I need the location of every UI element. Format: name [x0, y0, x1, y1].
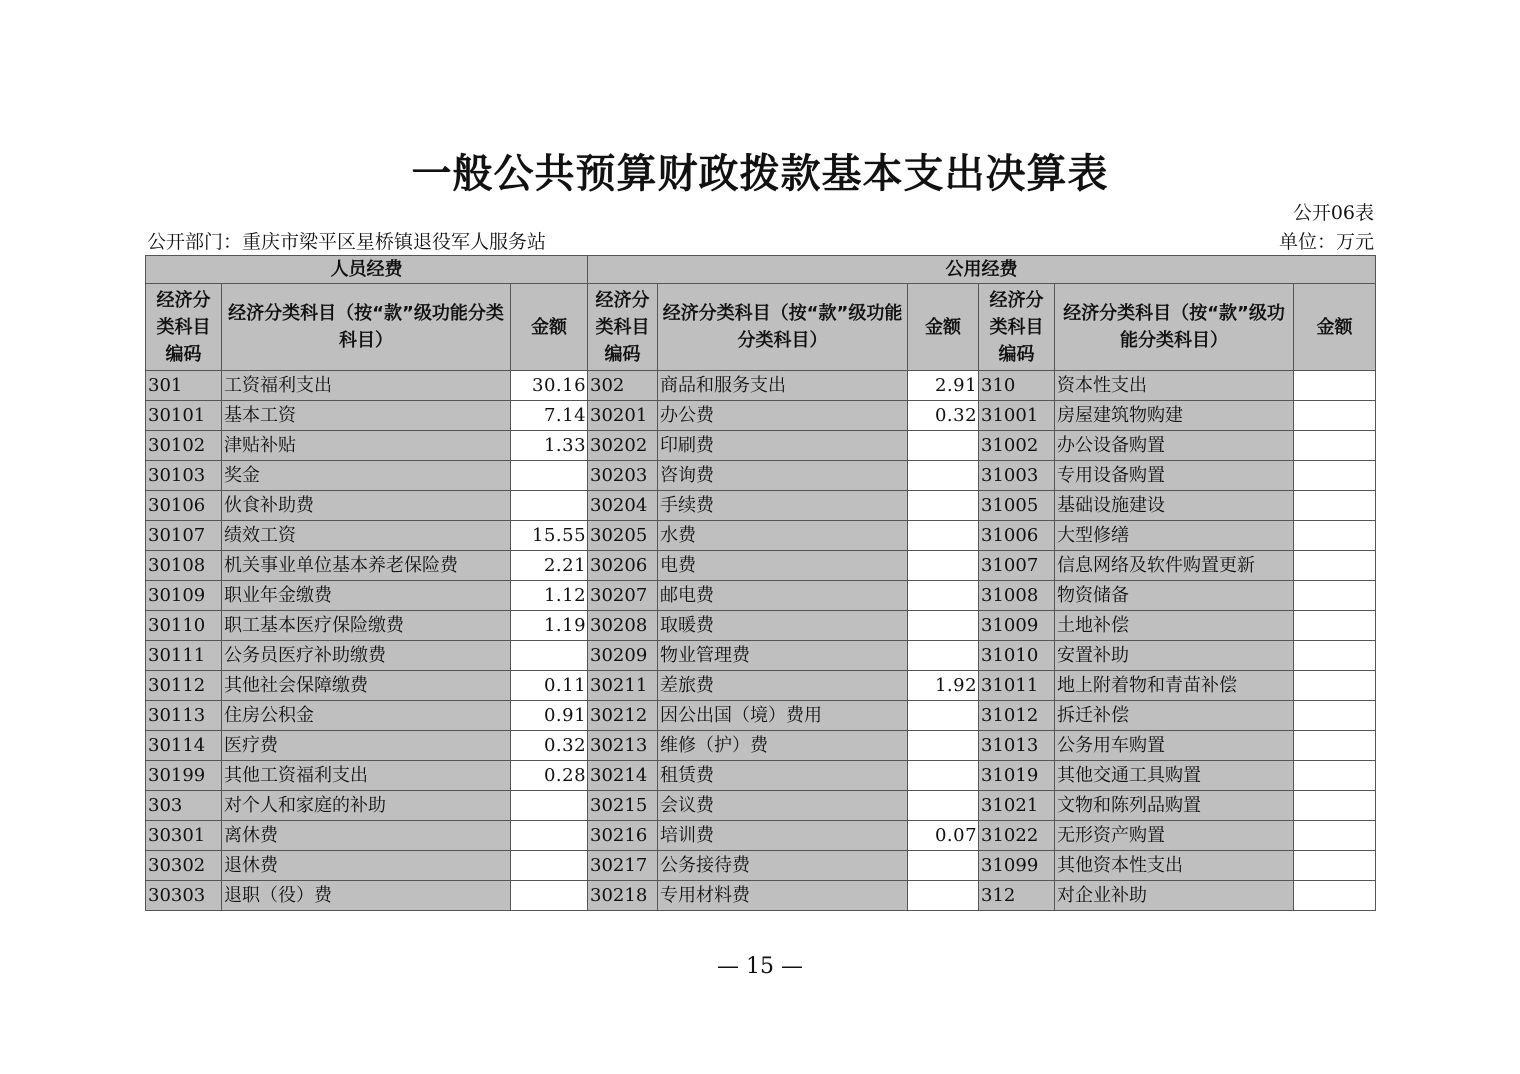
amount-cell — [908, 731, 979, 761]
item-name-cell: 电费 — [658, 551, 908, 581]
code-cell: 30207 — [588, 581, 658, 611]
code-cell: 30303 — [146, 881, 222, 911]
code-cell: 30199 — [146, 761, 222, 791]
amount-cell: 0.28 — [511, 761, 588, 791]
code-cell: 31013 — [979, 731, 1055, 761]
item-name-cell: 对个人和家庭的补助 — [222, 791, 511, 821]
item-name-cell: 专用材料费 — [658, 881, 908, 911]
item-name-cell: 职业年金缴费 — [222, 581, 511, 611]
item-name-cell: 离休费 — [222, 821, 511, 851]
code-cell: 30211 — [588, 671, 658, 701]
item-name-cell: 资本性支出 — [1055, 371, 1294, 401]
amount-cell — [1294, 731, 1376, 761]
item-name-cell: 公务用车购置 — [1055, 731, 1294, 761]
code-cell: 30218 — [588, 881, 658, 911]
item-name-cell: 会议费 — [658, 791, 908, 821]
table-row — [146, 701, 1376, 731]
code-cell: 303 — [146, 791, 222, 821]
code-cell: 30216 — [588, 821, 658, 851]
item-name-cell: 无形资产购置 — [1055, 821, 1294, 851]
code-cell: 30101 — [146, 401, 222, 431]
amount-cell — [908, 641, 979, 671]
code-cell: 30205 — [588, 521, 658, 551]
amount-cell: 0.32 — [511, 731, 588, 761]
code-cell: 31001 — [979, 401, 1055, 431]
amount-cell — [908, 491, 979, 521]
amount-cell — [908, 611, 979, 641]
code-cell: 30107 — [146, 521, 222, 551]
code-cell: 30112 — [146, 671, 222, 701]
unit-label: 单位：万元 — [1278, 231, 1374, 253]
amount-cell — [1294, 491, 1376, 521]
table-row — [146, 491, 1376, 521]
table-row — [146, 671, 1376, 701]
item-name-cell: 拆迁补偿 — [1055, 701, 1294, 731]
code-cell: 31003 — [979, 461, 1055, 491]
amount-cell — [908, 461, 979, 491]
column-header-name: 经济分类科目（按“款”级功能分类科目） — [1055, 284, 1294, 371]
item-name-cell: 基本工资 — [222, 401, 511, 431]
form-number: 公开06表 — [1292, 202, 1374, 224]
code-cell: 31009 — [979, 611, 1055, 641]
code-cell: 30206 — [588, 551, 658, 581]
item-name-cell: 其他工资福利支出 — [222, 761, 511, 791]
item-name-cell: 地上附着物和青苗补偿 — [1055, 671, 1294, 701]
item-name-cell: 因公出国（境）费用 — [658, 701, 908, 731]
column-header-code: 经济分类科目编码 — [146, 284, 222, 371]
code-cell: 31002 — [979, 431, 1055, 461]
code-cell: 30109 — [146, 581, 222, 611]
code-cell: 30208 — [588, 611, 658, 641]
amount-cell — [1294, 401, 1376, 431]
table-row — [146, 731, 1376, 761]
amount-cell — [1294, 851, 1376, 881]
amount-cell: 2.21 — [511, 551, 588, 581]
table-row — [146, 371, 1376, 401]
item-name-cell: 其他社会保障缴费 — [222, 671, 511, 701]
column-header-code: 经济分类科目编码 — [979, 284, 1055, 371]
amount-cell: 2.91 — [908, 371, 979, 401]
item-name-cell: 办公费 — [658, 401, 908, 431]
code-cell: 30103 — [146, 461, 222, 491]
code-cell: 30111 — [146, 641, 222, 671]
code-cell: 30212 — [588, 701, 658, 731]
code-cell: 30302 — [146, 851, 222, 881]
column-header-name: 经济分类科目（按“款”级功能分类科目） — [222, 284, 511, 371]
group-header-public: 公用经费 — [588, 256, 1376, 284]
item-name-cell: 土地补偿 — [1055, 611, 1294, 641]
table-row — [146, 551, 1376, 581]
amount-cell — [908, 791, 979, 821]
column-header-amount: 金额 — [1294, 284, 1376, 371]
amount-cell — [1294, 821, 1376, 851]
amount-cell — [1294, 671, 1376, 701]
amount-cell: 15.55 — [511, 521, 588, 551]
code-cell: 30214 — [588, 761, 658, 791]
code-cell: 31099 — [979, 851, 1055, 881]
code-cell: 302 — [588, 371, 658, 401]
column-header-code: 经济分类科目编码 — [588, 284, 658, 371]
item-name-cell: 差旅费 — [658, 671, 908, 701]
amount-cell — [1294, 371, 1376, 401]
item-name-cell: 物业管理费 — [658, 641, 908, 671]
code-cell: 31005 — [979, 491, 1055, 521]
table-row — [146, 401, 1376, 431]
amount-cell: 0.32 — [908, 401, 979, 431]
table-row — [146, 581, 1376, 611]
code-cell: 30203 — [588, 461, 658, 491]
item-name-cell: 伙食补助费 — [222, 491, 511, 521]
item-name-cell: 印刷费 — [658, 431, 908, 461]
amount-cell — [1294, 461, 1376, 491]
item-name-cell: 医疗费 — [222, 731, 511, 761]
amount-cell: 0.07 — [908, 821, 979, 851]
code-cell: 310 — [979, 371, 1055, 401]
code-cell: 30201 — [588, 401, 658, 431]
item-name-cell: 咨询费 — [658, 461, 908, 491]
item-name-cell: 基础设施建设 — [1055, 491, 1294, 521]
item-name-cell: 取暖费 — [658, 611, 908, 641]
code-cell: 31022 — [979, 821, 1055, 851]
code-cell: 30215 — [588, 791, 658, 821]
code-cell: 30209 — [588, 641, 658, 671]
expenditure-table — [145, 255, 1376, 911]
item-name-cell: 培训费 — [658, 821, 908, 851]
code-cell: 30108 — [146, 551, 222, 581]
code-cell: 312 — [979, 881, 1055, 911]
item-name-cell: 办公设备购置 — [1055, 431, 1294, 461]
code-cell: 30110 — [146, 611, 222, 641]
amount-cell: 1.92 — [908, 671, 979, 701]
amount-cell: 0.91 — [511, 701, 588, 731]
table-row — [146, 881, 1376, 911]
item-name-cell: 公务接待费 — [658, 851, 908, 881]
amount-cell — [908, 881, 979, 911]
item-name-cell: 物资储备 — [1055, 581, 1294, 611]
code-cell: 30113 — [146, 701, 222, 731]
department-label: 公开部门：重庆市梁平区星桥镇退役军人服务站 — [147, 231, 547, 253]
table-row — [146, 431, 1376, 461]
amount-cell — [511, 821, 588, 851]
table-row — [146, 791, 1376, 821]
code-cell: 30202 — [588, 431, 658, 461]
item-name-cell: 信息网络及软件购置更新 — [1055, 551, 1294, 581]
amount-cell — [908, 851, 979, 881]
code-cell: 30217 — [588, 851, 658, 881]
amount-cell: 7.14 — [511, 401, 588, 431]
code-cell: 30114 — [146, 731, 222, 761]
amount-cell — [1294, 431, 1376, 461]
item-name-cell: 商品和服务支出 — [658, 371, 908, 401]
item-name-cell: 安置补助 — [1055, 641, 1294, 671]
amount-cell — [908, 761, 979, 791]
amount-cell — [1294, 881, 1376, 911]
amount-cell: 0.11 — [511, 671, 588, 701]
item-name-cell: 津贴补贴 — [222, 431, 511, 461]
amount-cell: 1.12 — [511, 581, 588, 611]
code-cell: 301 — [146, 371, 222, 401]
amount-cell — [908, 431, 979, 461]
item-name-cell: 机关事业单位基本养老保险费 — [222, 551, 511, 581]
amount-cell — [908, 701, 979, 731]
code-cell: 31007 — [979, 551, 1055, 581]
item-name-cell: 文物和陈列品购置 — [1055, 791, 1294, 821]
column-header-name: 经济分类科目（按“款”级功能分类科目） — [658, 284, 908, 371]
column-header-amount: 金额 — [908, 284, 979, 371]
item-name-cell: 职工基本医疗保险缴费 — [222, 611, 511, 641]
code-cell: 30204 — [588, 491, 658, 521]
item-name-cell: 退职（役）费 — [222, 881, 511, 911]
item-name-cell: 工资福利支出 — [222, 371, 511, 401]
page-number: — 15 — — [717, 954, 803, 979]
table-row — [146, 611, 1376, 641]
code-cell: 30102 — [146, 431, 222, 461]
item-name-cell: 租赁费 — [658, 761, 908, 791]
amount-cell — [511, 851, 588, 881]
amount-cell — [908, 581, 979, 611]
item-name-cell: 奖金 — [222, 461, 511, 491]
item-name-cell: 其他资本性支出 — [1055, 851, 1294, 881]
table-row — [146, 641, 1376, 671]
code-cell: 31010 — [979, 641, 1055, 671]
amount-cell — [511, 641, 588, 671]
item-name-cell: 绩效工资 — [222, 521, 511, 551]
code-cell: 31012 — [979, 701, 1055, 731]
code-cell: 31006 — [979, 521, 1055, 551]
code-cell: 30301 — [146, 821, 222, 851]
amount-cell — [511, 791, 588, 821]
table-row — [146, 461, 1376, 491]
item-name-cell: 对企业补助 — [1055, 881, 1294, 911]
item-name-cell: 退休费 — [222, 851, 511, 881]
code-cell: 31011 — [979, 671, 1055, 701]
amount-cell — [908, 551, 979, 581]
code-cell: 30106 — [146, 491, 222, 521]
amount-cell — [1294, 641, 1376, 671]
amount-cell — [511, 461, 588, 491]
code-cell: 31019 — [979, 761, 1055, 791]
group-header-personnel: 人员经费 — [146, 256, 588, 284]
item-name-cell: 公务员医疗补助缴费 — [222, 641, 511, 671]
code-cell: 31021 — [979, 791, 1055, 821]
amount-cell — [1294, 521, 1376, 551]
amount-cell — [1294, 581, 1376, 611]
page-title: 一般公共预算财政拨款基本支出决算表 — [411, 151, 1109, 197]
item-name-cell: 房屋建筑物购建 — [1055, 401, 1294, 431]
code-cell: 30213 — [588, 731, 658, 761]
code-cell: 31008 — [979, 581, 1055, 611]
item-name-cell: 手续费 — [658, 491, 908, 521]
amount-cell — [908, 521, 979, 551]
item-name-cell: 邮电费 — [658, 581, 908, 611]
amount-cell — [1294, 701, 1376, 731]
amount-cell — [1294, 611, 1376, 641]
item-name-cell: 维修（护）费 — [658, 731, 908, 761]
item-name-cell: 水费 — [658, 521, 908, 551]
item-name-cell: 其他交通工具购置 — [1055, 761, 1294, 791]
item-name-cell: 住房公积金 — [222, 701, 511, 731]
table-row — [146, 761, 1376, 791]
table-row — [146, 851, 1376, 881]
amount-cell: 1.19 — [511, 611, 588, 641]
amount-cell: 1.33 — [511, 431, 588, 461]
amount-cell — [1294, 551, 1376, 581]
item-name-cell: 专用设备购置 — [1055, 461, 1294, 491]
amount-cell — [1294, 761, 1376, 791]
table-row — [146, 821, 1376, 851]
column-header-amount: 金额 — [511, 284, 588, 371]
amount-cell: 30.16 — [511, 371, 588, 401]
item-name-cell: 大型修缮 — [1055, 521, 1294, 551]
amount-cell — [511, 491, 588, 521]
amount-cell — [511, 881, 588, 911]
table-row — [146, 521, 1376, 551]
table-body — [146, 371, 1376, 911]
amount-cell — [1294, 791, 1376, 821]
